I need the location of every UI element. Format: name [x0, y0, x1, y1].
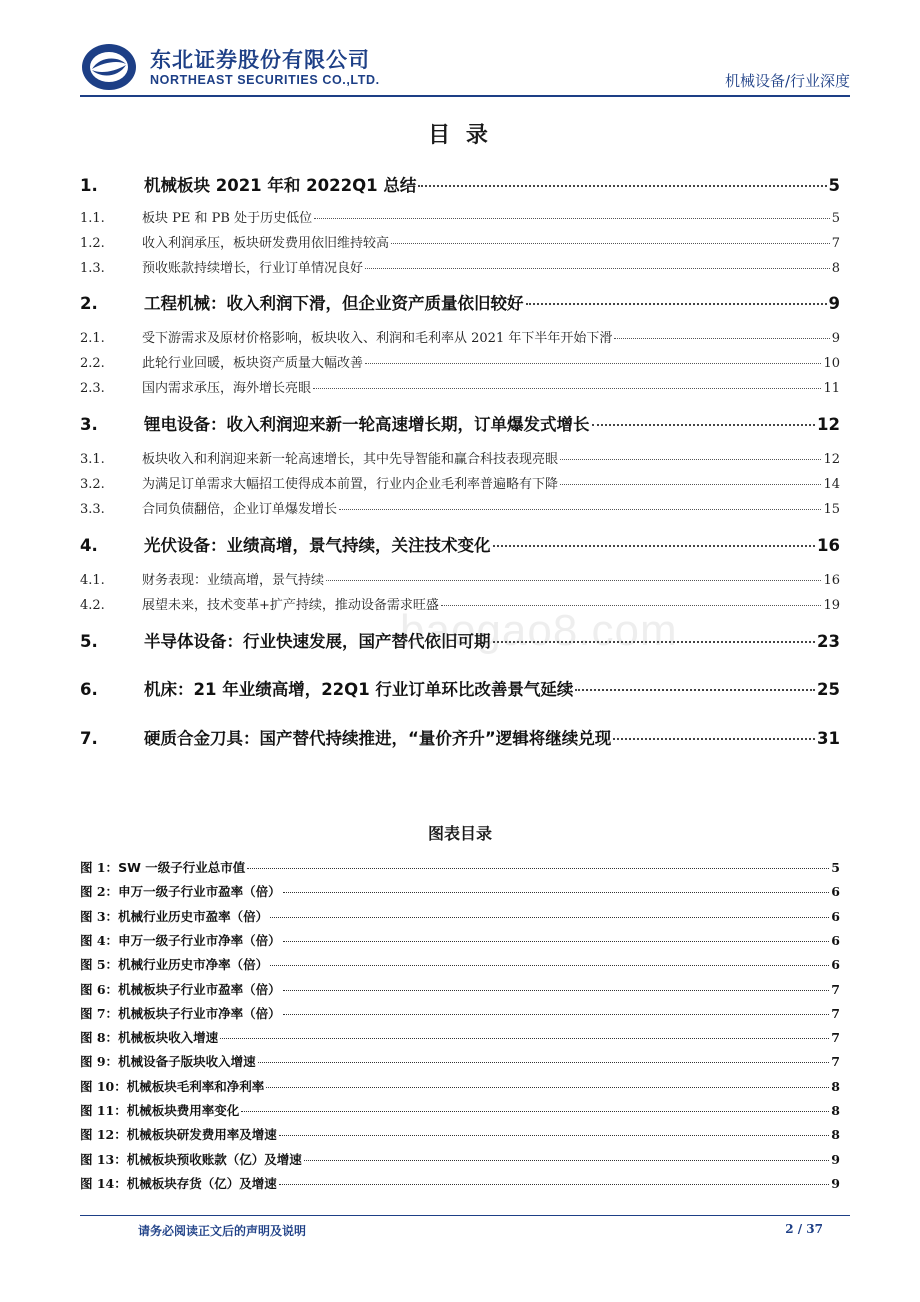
- toc-entry-number: 1.1.: [80, 211, 105, 226]
- company-name-cn: 东北证券股份有限公司: [150, 48, 370, 72]
- page-number: 2 / 37: [785, 1222, 823, 1236]
- figure-page: 7: [831, 981, 840, 997]
- figure-title: 机械设备子版块收入增速: [118, 1054, 256, 1070]
- toc-entry-title: 收入利润承压，板块研发费用依旧维持较高: [142, 236, 390, 251]
- figure-page: 9: [831, 1151, 840, 1167]
- toc-leader-dots: [365, 268, 830, 269]
- figure-entry[interactable]: [80, 955, 840, 973]
- toc-leader-dots: [493, 545, 816, 547]
- toc-subsection-entry[interactable]: [80, 327, 840, 346]
- figure-title: 机械板块存货（亿）及增速: [126, 1175, 277, 1191]
- figure-entry[interactable]: [80, 1150, 840, 1168]
- figure-leader-dots: [266, 1087, 829, 1088]
- figure-page: 6: [831, 957, 840, 973]
- toc-section-entry[interactable]: [80, 172, 840, 196]
- toc-entry-page: 16: [817, 536, 840, 555]
- toc-entry-title: 半导体设备：行业快速发展，国产替代依旧可期: [144, 632, 491, 651]
- figure-title: 申万一级子行业市净率（倍）: [118, 932, 281, 948]
- toc-leader-dots: [526, 303, 827, 305]
- toc-subsection-entry[interactable]: [80, 232, 840, 251]
- figure-number: 图 1：: [80, 860, 119, 875]
- toc-leader-dots: [575, 689, 815, 691]
- toc-entry-page: 15: [823, 502, 840, 517]
- toc-entry-page: 7: [831, 236, 840, 251]
- figure-leader-dots: [283, 1014, 830, 1015]
- figure-number: 图 14：: [80, 1175, 127, 1191]
- toc-entry-title: 国内需求承压，海外增长亮眼: [142, 381, 312, 396]
- toc-entry-title: 锂电设备：收入利润迎来新一轮高速增长期，订单爆发式增长: [144, 415, 590, 434]
- figure-title: SW 一级子行业总市值: [118, 860, 246, 875]
- page-title: 目 录: [428, 123, 492, 148]
- toc-entry-title: 硬质合金刀具：国产替代持续推进，“量价齐升”逻辑将继续兑现: [144, 729, 612, 748]
- figure-entry[interactable]: [80, 931, 840, 949]
- figure-entry[interactable]: [80, 1125, 840, 1143]
- toc-section-entry[interactable]: [80, 676, 840, 700]
- figure-title: 机械板块子行业市盈率（倍）: [118, 981, 281, 997]
- toc-entry-page: 16: [823, 573, 840, 588]
- toc-section-entry[interactable]: [80, 725, 840, 749]
- toc-entry-page: 8: [831, 261, 840, 276]
- toc-entry-number: 2.3.: [80, 381, 105, 396]
- toc-entry-title: 板块 PE 和 PB 处于历史低位: [142, 211, 313, 226]
- figure-leader-dots: [258, 1062, 830, 1063]
- toc-entry-title: 财务表现：业绩高增，景气持续: [142, 573, 325, 588]
- figure-page: 8: [831, 1103, 840, 1118]
- figure-title: 机械板块收入增速: [118, 1030, 219, 1046]
- figure-number: 图 11：: [80, 1103, 127, 1118]
- figure-title: 机械板块子行业市净率（倍）: [118, 1005, 281, 1021]
- figure-leader-dots: [241, 1111, 829, 1112]
- figure-entry[interactable]: [80, 980, 840, 998]
- toc-entry-title: 光伏设备：业绩高增，景气持续，关注技术变化: [144, 536, 491, 555]
- toc-entry-number: 7.: [80, 729, 98, 748]
- toc-entry-number: 1.2.: [80, 236, 105, 251]
- figure-entry[interactable]: [80, 907, 840, 925]
- toc-entry-number: 6.: [80, 680, 98, 699]
- toc-entry-number: 3.2.: [80, 477, 105, 492]
- toc-leader-dots: [365, 363, 821, 364]
- figure-number: 图 9：: [80, 1054, 119, 1070]
- toc-leader-dots: [560, 484, 821, 485]
- toc-entry-number: 4.1.: [80, 573, 105, 588]
- watermark: baogao8.com: [400, 606, 678, 655]
- figure-leader-dots: [247, 868, 829, 869]
- toc-subsection-entry[interactable]: [80, 498, 840, 517]
- figure-title: 机械板块研发费用率及增速: [126, 1127, 277, 1143]
- figure-number: 图 12：: [80, 1127, 127, 1143]
- toc-entry-title: 机床：21 年业绩高增，22Q1 行业订单环比改善景气延续: [144, 680, 574, 699]
- figure-title: 机械行业历史市净率（倍）: [118, 957, 269, 973]
- figure-entry[interactable]: [80, 1052, 840, 1070]
- footer-disclaimer: 请务必阅读正文后的声明及说明: [138, 1224, 307, 1238]
- toc-entry-number: 4.2.: [80, 598, 105, 613]
- figure-title: 机械板块费用率变化: [126, 1103, 240, 1118]
- toc-entry-page: 10: [823, 356, 840, 371]
- figure-page: 8: [831, 1127, 840, 1143]
- toc-entry-title: 为满足订单需求大幅招工使得成本前置，行业内企业毛利率普遍略有下降: [142, 477, 559, 492]
- toc-subsection-entry[interactable]: [80, 352, 840, 371]
- toc-entry-title: 受下游需求及原材价格影响，板块收入、利润和毛利率从 2021 年下半年开始下滑: [142, 331, 613, 346]
- figure-page: 6: [831, 932, 840, 948]
- figure-page: 5: [831, 860, 840, 875]
- toc-entry-page: 14: [823, 477, 840, 492]
- toc-entry-title: 板块收入和利润迎来新一轮高速增长，其中先导智能和赢合科技表现亮眼: [142, 452, 559, 467]
- figure-leader-dots: [283, 941, 830, 942]
- toc-subsection-entry[interactable]: [80, 207, 840, 226]
- figure-number: 图 4：: [80, 932, 119, 948]
- toc-leader-dots: [560, 459, 821, 460]
- figure-leader-dots: [270, 917, 829, 918]
- figure-leader-dots: [279, 1135, 830, 1136]
- figure-leader-dots: [270, 965, 829, 966]
- figure-entry[interactable]: [80, 882, 840, 900]
- toc-leader-dots: [613, 738, 815, 740]
- toc-leader-dots: [313, 388, 821, 389]
- toc-entry-title: 预收账款持续增长，行业订单情况良好: [142, 261, 364, 276]
- toc-entry-number: 3.3.: [80, 502, 105, 517]
- figure-page: 7: [831, 1005, 840, 1021]
- figure-number: 图 3：: [80, 908, 119, 924]
- toc-entry-title: 此轮行业回暖，板块资产质量大幅改善: [142, 356, 364, 371]
- toc-section-entry[interactable]: [80, 532, 840, 556]
- toc-entry-page: 5: [831, 211, 840, 226]
- figure-page: 8: [831, 1078, 840, 1094]
- toc-entry-page: 11: [823, 381, 840, 396]
- figure-leader-dots: [220, 1038, 829, 1039]
- toc-section-entry[interactable]: [80, 290, 840, 314]
- toc-entry-page: 9: [828, 294, 840, 313]
- toc-entry-page: 12: [823, 452, 840, 467]
- figure-page: 6: [831, 908, 840, 924]
- figure-entry[interactable]: [80, 1028, 840, 1046]
- toc-section-entry[interactable]: [80, 411, 840, 435]
- toc-entry-title: 工程机械：收入利润下滑，但企业资产质量依旧较好: [144, 294, 524, 313]
- company-name-en: NORTHEAST SECURITIES CO.,LTD.: [150, 73, 380, 87]
- figure-title: 机械板块预收账款（亿）及增速: [126, 1151, 302, 1167]
- toc-entry-page: 25: [817, 680, 840, 699]
- toc-leader-dots: [391, 243, 830, 244]
- toc-leader-dots: [614, 338, 829, 339]
- figure-number: 图 2：: [80, 884, 119, 900]
- toc-entry-page: 23: [817, 632, 840, 651]
- toc-subsection-entry[interactable]: [80, 473, 840, 492]
- toc-entry-number: 1.3.: [80, 261, 105, 276]
- toc-entry-page: 5: [828, 176, 840, 195]
- figure-leader-dots: [283, 892, 830, 893]
- figure-number: 图 5：: [80, 957, 119, 973]
- toc-entry-page: 31: [817, 729, 840, 748]
- figure-number: 图 7：: [80, 1005, 119, 1021]
- toc-entry-number: 1.: [80, 176, 98, 195]
- toc-subsection-entry[interactable]: [80, 257, 840, 276]
- figures-title: 图表目录: [427, 824, 492, 843]
- toc-subsection-entry[interactable]: [80, 377, 840, 396]
- toc-entry-page: 12: [817, 415, 840, 434]
- toc-leader-dots: [326, 580, 821, 581]
- report-category: 机械设备/行业深度: [724, 72, 850, 90]
- company-logo-icon: [80, 42, 138, 92]
- figure-page: 7: [831, 1030, 840, 1046]
- toc-entry-number: 3.1.: [80, 452, 105, 467]
- figure-page: 9: [831, 1175, 840, 1191]
- figure-entry[interactable]: [80, 1004, 840, 1022]
- toc-entry-title: 机械板块 2021 年和 2022Q1 总结: [144, 176, 417, 195]
- figure-entry[interactable]: [80, 1077, 840, 1095]
- figure-number: 图 6：: [80, 981, 119, 997]
- figure-title: 申万一级子行业市盈率（倍）: [118, 884, 281, 900]
- toc-entry-number: 2.2.: [80, 356, 105, 371]
- figure-leader-dots: [304, 1160, 830, 1161]
- figure-title: 机械板块毛利率和净利率: [126, 1078, 265, 1094]
- page-header: [80, 40, 850, 96]
- figure-number: 图 13：: [80, 1151, 127, 1167]
- footer-divider: [80, 1215, 850, 1216]
- figure-entry[interactable]: [80, 1174, 840, 1192]
- toc-entry-number: 5.: [80, 632, 98, 651]
- toc-entry-title: 展望未来，技术变革+扩产持续，推动设备需求旺盛: [142, 598, 439, 613]
- figure-entry[interactable]: [80, 858, 840, 876]
- toc-leader-dots: [592, 424, 816, 426]
- figure-page: 6: [831, 884, 840, 900]
- figure-title: 机械行业历史市盈率（倍）: [118, 908, 269, 924]
- figure-page: 7: [831, 1054, 840, 1070]
- toc-entry-number: 3.: [80, 415, 98, 434]
- header-divider: [80, 95, 850, 97]
- toc-leader-dots: [339, 509, 821, 510]
- toc-entry-number: 2.1.: [80, 331, 105, 346]
- toc-entry-number: 4.: [80, 536, 98, 555]
- toc-entry-title: 合同负债翻倍，企业订单爆发增长: [142, 502, 338, 517]
- figure-number: 图 8：: [80, 1030, 119, 1046]
- figure-leader-dots: [279, 1184, 830, 1185]
- toc-subsection-entry[interactable]: [80, 569, 840, 588]
- toc-entry-page: 19: [823, 598, 840, 613]
- toc-entry-number: 2.: [80, 294, 98, 313]
- toc-leader-dots: [314, 218, 830, 219]
- figure-leader-dots: [283, 990, 830, 991]
- toc-subsection-entry[interactable]: [80, 448, 840, 467]
- figure-entry[interactable]: [80, 1101, 840, 1119]
- toc-entry-page: 9: [831, 331, 840, 346]
- toc-leader-dots: [418, 185, 826, 187]
- figure-number: 图 10：: [80, 1078, 127, 1094]
